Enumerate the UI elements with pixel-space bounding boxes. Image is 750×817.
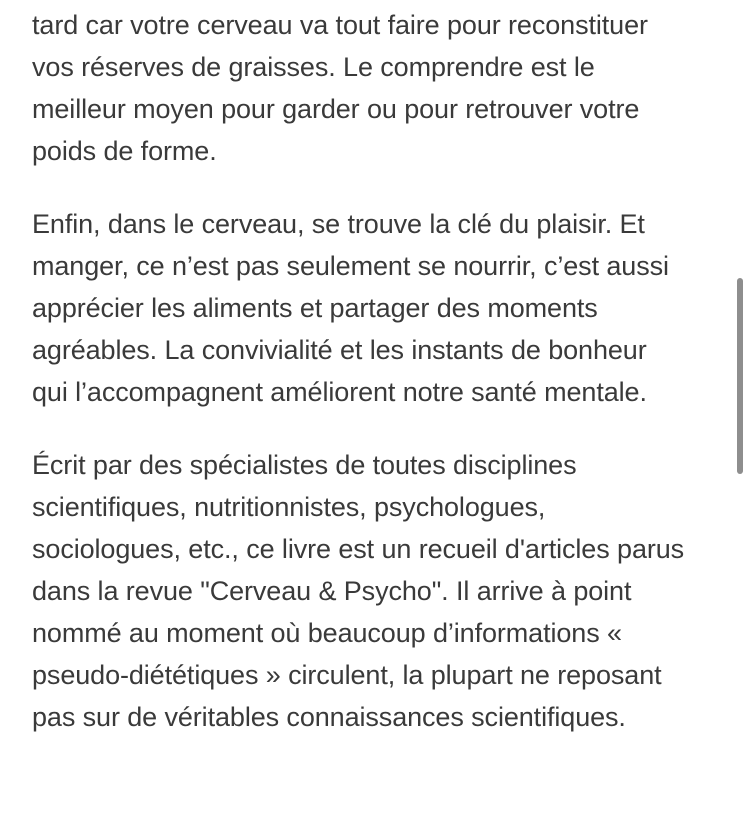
text-line: pas sur de véritables connaissances scientifiques.: [32, 702, 626, 732]
text-line: nommé au moment où beaucoup d’informations «: [32, 618, 622, 648]
text-line: Enfin, dans le cerveau, se trouve la clé du plaisir. Et: [32, 209, 645, 239]
text-line: dans la revue "Cerveau & Psycho". Il arrive à point: [32, 576, 632, 606]
article-body: [32, 4, 722, 769]
text-line: apprécier les aliments et partager des moments: [32, 293, 598, 323]
text-line: poids de forme.: [32, 136, 217, 166]
text-line: sociologues, etc., ce livre est un recueil d'articles parus: [32, 534, 685, 564]
paragraph-2: [32, 203, 722, 413]
text-line: meilleur moyen pour garder ou pour retrouver votre: [32, 94, 640, 124]
text-line: scientifiques, nutritionnistes, psychologues,: [32, 492, 546, 522]
text-line: pseudo-diététiques » circulent, la plupart ne reposant: [32, 660, 662, 690]
paragraph-3: [32, 444, 722, 738]
paragraph-1: [32, 4, 722, 172]
text-line: agréables. La convivialité et les instants de bonheur: [32, 335, 647, 365]
text-line: Écrit par des spécialistes de toutes disciplines: [32, 450, 577, 480]
text-line: tard car votre cerveau va tout faire pour reconstituer: [32, 10, 648, 40]
scrollbar-thumb[interactable]: [737, 278, 743, 474]
text-line: vos réserves de graisses. Le comprendre est le: [32, 52, 595, 82]
text-line: qui l’accompagnent améliorent notre santé mentale.: [32, 377, 647, 407]
text-line: manger, ce n’est pas seulement se nourrir, c’est aussi: [32, 251, 669, 281]
